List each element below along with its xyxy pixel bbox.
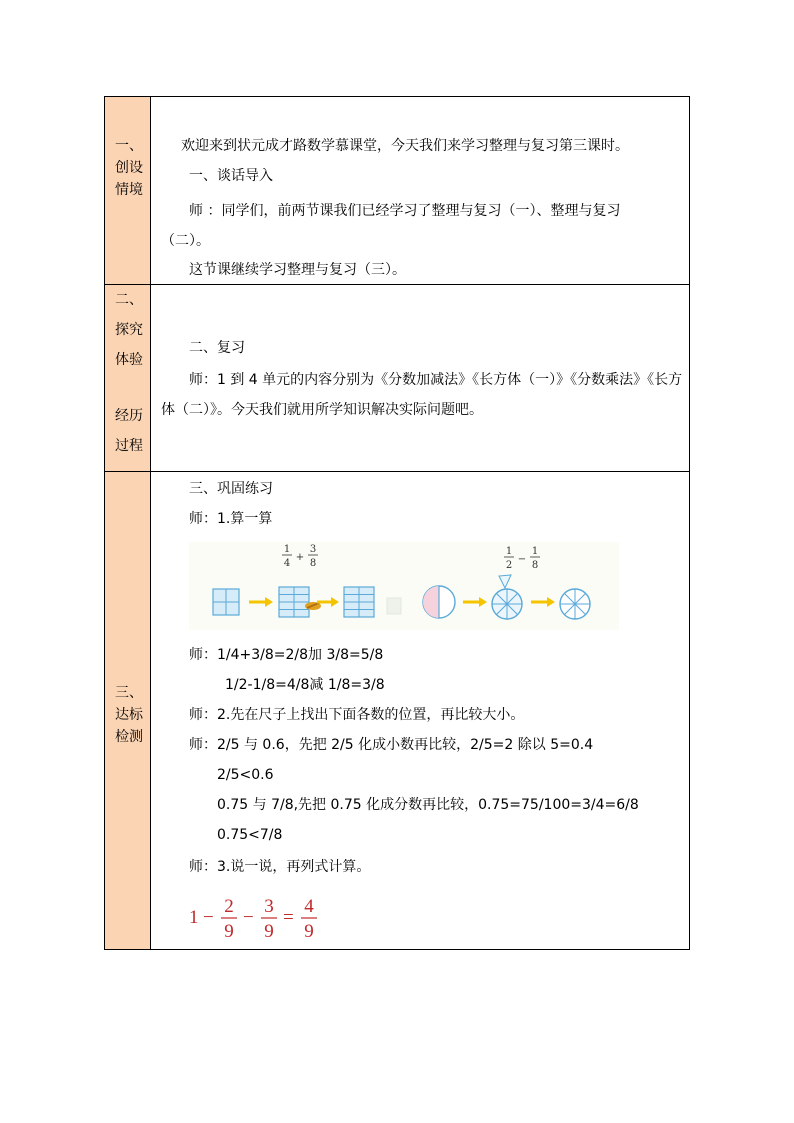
answer-2a: 师：2/5 与 0.6，先把 2/5 化成小数再比较，2/5=2 除以 5=0.4 [189, 737, 594, 753]
eq-one: 1 [189, 907, 199, 928]
label-line: 检测 [115, 729, 143, 745]
section-label-3 [105, 472, 151, 950]
expr1-b-den: 8 [309, 558, 317, 569]
circle-eighths-cut [492, 575, 522, 619]
task-1-label: 师：1.算一算 [189, 511, 273, 527]
label-line: 二、 [115, 292, 143, 308]
answer-1b: 1/2-1/8=4/8减 1/8=3/8 [225, 677, 385, 693]
eq-den-3: 9 [304, 921, 314, 942]
section-content-1 [151, 97, 690, 285]
answer-2b-result: 0.75<7/8 [217, 827, 283, 843]
section-row-1 [105, 97, 690, 285]
eq-num-3: 4 [304, 896, 314, 917]
task-3-label: 师：3.说一说，再列式计算。 [189, 859, 371, 875]
square-quarters [213, 589, 239, 615]
label-line: 达标 [115, 707, 143, 723]
fraction-equation [187, 890, 347, 944]
heading-review: 二、复习 [189, 340, 245, 356]
continue-paragraph: 这节课继续学习整理与复习（三）。 [189, 262, 406, 278]
circle-eighths [560, 589, 590, 619]
arrow-icon [249, 597, 273, 607]
eq-equals: = [283, 907, 294, 928]
teacher-paragraph: 师 ：同学们，前两节课我们已经学习了整理与复习（一）、整理与复习（二）。 [161, 203, 621, 249]
lesson-table [104, 96, 690, 950]
expr2-b-num: 1 [531, 546, 539, 557]
answer-2b: 0.75 与 7/8,先把 0.75 化成分数再比较，0.75=75/100=3/4=6/8 [217, 797, 639, 813]
arrow-icon [531, 597, 555, 607]
eq-den-1: 9 [224, 921, 234, 942]
label-line: 三、 [115, 685, 143, 701]
label-line: 创设 [115, 160, 143, 176]
answer-2a-result: 2/5<0.6 [217, 767, 274, 783]
eq-num-1: 2 [224, 896, 234, 917]
fraction-illustration [189, 542, 619, 630]
eq-minus-2: − [243, 907, 254, 928]
expr2-a-den: 2 [505, 560, 513, 571]
expr2-op: − [517, 554, 527, 565]
square-eighths-b [344, 587, 374, 617]
label-line: 经历 [115, 408, 143, 424]
expr2-a-num: 1 [505, 546, 513, 557]
expr2-b-den: 8 [531, 560, 539, 571]
label-line: 情境 [115, 182, 143, 198]
label-line: 体验 [115, 352, 143, 368]
task-2-label: 师：2.先在尺子上找出下面各数的位置，再比较大小。 [189, 707, 525, 723]
expr1-b-num: 3 [309, 544, 317, 555]
section-row-2 [105, 285, 690, 472]
eq-num-2: 3 [264, 896, 274, 917]
label-line: 探究 [115, 322, 143, 338]
section-content-2 [151, 285, 690, 472]
label-line: 一、 [115, 138, 143, 154]
eq-minus-1: − [203, 907, 214, 928]
section-label-1 [105, 97, 151, 285]
arrow-icon [463, 597, 487, 607]
label-line: 过程 [115, 438, 143, 454]
expr1-op: + [295, 552, 305, 563]
heading-talk-intro: 一、谈话导入 [189, 168, 273, 184]
expr1-a-den: 4 [283, 558, 291, 569]
square-eighths-a [279, 587, 309, 617]
fraction-illustration-svg [189, 542, 619, 630]
section-content-3 [151, 472, 690, 950]
circle-half [423, 586, 455, 618]
section-label-2 [105, 285, 151, 472]
eq-den-2: 9 [264, 921, 274, 942]
expr1-a-num: 1 [283, 544, 291, 555]
heading-practice: 三、巩固练习 [189, 481, 273, 497]
review-paragraph: 师：1 到 4 单元的内容分别为《分数加减法》《长方体（一）》《分数乘法》《长方体（二）》。今天我们就用所学知识解决实际问题吧。 [161, 372, 683, 418]
faint-square [387, 598, 401, 614]
answer-1a: 师：1/4+3/8=2/8加 3/8=5/8 [189, 647, 384, 663]
section-row-3 [105, 472, 690, 950]
intro-paragraph: 欢迎来到状元成才路数学慕课堂，今天我们来学习整理与复习第三课时。 [181, 138, 629, 154]
